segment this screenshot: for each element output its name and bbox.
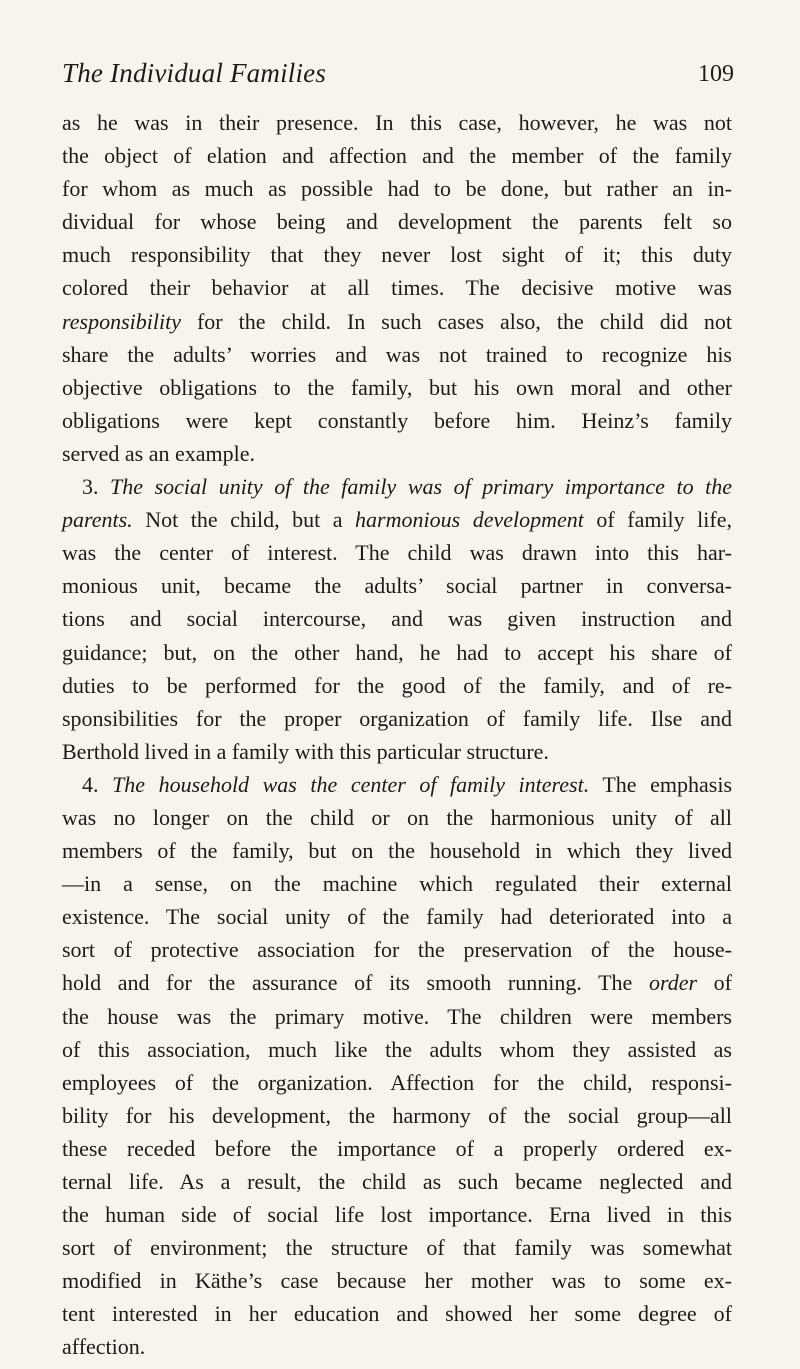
text-run: existence. The social unity of the family had deteriorated into a	[62, 904, 732, 930]
text-line	[62, 602, 732, 635]
text-line	[62, 1330, 732, 1363]
text-line	[62, 834, 732, 867]
text-line	[62, 238, 732, 271]
text-line	[62, 1231, 732, 1264]
text-line	[62, 933, 732, 966]
text-line	[62, 305, 732, 338]
text-line	[62, 669, 732, 702]
text-line	[62, 569, 732, 602]
text-line	[62, 1198, 732, 1231]
text-run: —in a sense, on the machine which regulated their external	[62, 871, 732, 897]
text-run: tent interested in her education and showed her some degree of	[62, 1301, 732, 1327]
text-run: the house was the primary motive. The children were members	[62, 1003, 732, 1029]
text-run: was the center of interest. The child was drawn into this har-	[62, 540, 732, 566]
text-run: of family life,	[583, 507, 733, 533]
text-line	[62, 1297, 732, 1330]
running-title: The Individual Families	[62, 58, 327, 88]
text-run: hold and for the assurance of its smooth running. The	[62, 970, 649, 996]
text-line	[62, 1264, 732, 1297]
text-run: obligations were kept constantly before him. Heinz’s family	[62, 407, 732, 433]
text-run: as he was in their presence. In this case, however, he was not	[62, 110, 732, 135]
text-line	[62, 172, 732, 205]
text-line	[62, 867, 732, 900]
text-run: for the child. In such cases also, the child did not	[180, 308, 732, 334]
text-run: was no longer on the child or on the harmonious unity of all	[62, 804, 732, 830]
text-line	[62, 503, 732, 536]
text-line	[62, 1165, 732, 1198]
text-run: monious unit, became the adults’ social partner in conversa-	[62, 573, 732, 599]
text-line	[62, 437, 732, 470]
text-run: 3.	[82, 474, 111, 500]
text-line	[62, 1066, 732, 1099]
italic-run: The household was the center of family interest.	[112, 771, 590, 797]
text-run: the object of elation and affection and the member of the family	[62, 143, 732, 169]
text-line	[62, 702, 732, 735]
text-line	[62, 106, 732, 139]
text-line	[62, 636, 732, 669]
text-run: modified in Käthe’s case because her mother was to some ex-	[62, 1268, 732, 1294]
text-line	[62, 338, 732, 371]
italic-run: harmonious development	[355, 507, 584, 533]
body-text	[62, 106, 732, 1364]
text-line	[62, 205, 732, 238]
text-line	[62, 371, 732, 404]
running-head	[62, 58, 734, 98]
text-run: colored their behavior at all times. The decisive motive was	[62, 275, 732, 301]
text-run: The emphasis	[589, 771, 733, 797]
text-line	[62, 271, 732, 304]
text-run: sort of environment; the structure of that family was somewhat	[62, 1235, 732, 1261]
text-run: share the adults’ worries and was not trained to recognize his	[62, 341, 732, 367]
text-run: duties to be performed for the good of the family, and of re-	[62, 672, 732, 698]
text-run: sort of protective association for the preservation of the house-	[62, 937, 732, 963]
text-line	[62, 966, 732, 999]
text-line	[62, 801, 732, 834]
text-run: objective obligations to the family, but his own moral and other	[62, 374, 732, 400]
text-line	[62, 735, 732, 768]
text-run: dividual for whose being and development the parents felt so	[62, 209, 732, 235]
italic-run: responsibility	[62, 308, 181, 334]
italic-run: The social unity of the family was of primary importance to the	[110, 474, 732, 500]
text-line	[62, 1033, 732, 1066]
text-run: 4.	[82, 771, 113, 797]
text-run: of	[697, 970, 732, 996]
text-line	[62, 536, 732, 569]
text-line	[62, 404, 732, 437]
text-line	[62, 470, 732, 503]
text-run: Not the child, but a	[132, 507, 356, 533]
text-run: tions and social intercourse, and was given instruction and	[62, 606, 732, 632]
text-run: members of the family, but on the household in which they lived	[62, 838, 732, 864]
text-line	[62, 1000, 732, 1033]
text-run: employees of the organization. Affection for the child, responsi-	[62, 1069, 732, 1095]
text-run: these receded before the importance of a properly ordered ex-	[62, 1135, 732, 1161]
text-run: of this association, much like the adults whom they assisted as	[62, 1036, 732, 1062]
italic-run: parents.	[62, 507, 133, 533]
italic-run: order	[648, 970, 698, 996]
text-run: ternal life. As a result, the child as such became neglected and	[62, 1169, 732, 1194]
text-line	[62, 768, 732, 801]
text-run: bility for his development, the harmony of the social group—all	[62, 1102, 732, 1128]
text-line	[62, 139, 732, 172]
page-number: 109	[698, 61, 734, 87]
text-run: the human side of social life lost importance. Erna lived in this	[62, 1202, 732, 1228]
text-run: for whom as much as possible had to be done, but rather an in-	[62, 176, 732, 202]
text-run: served as an example.	[62, 440, 256, 466]
text-run: affection.	[62, 1334, 146, 1360]
text-run: Berthold lived in a family with this particular structure.	[62, 738, 549, 764]
text-run: sponsibilities for the proper organization of family life. Ilse and	[62, 705, 732, 731]
text-run: guidance; but, on the other hand, he had to accept his share of	[62, 639, 732, 665]
text-run: much responsibility that they never lost sight of it; this duty	[62, 242, 732, 268]
text-line	[62, 1099, 732, 1132]
text-line	[62, 1132, 732, 1165]
text-line	[62, 900, 732, 933]
